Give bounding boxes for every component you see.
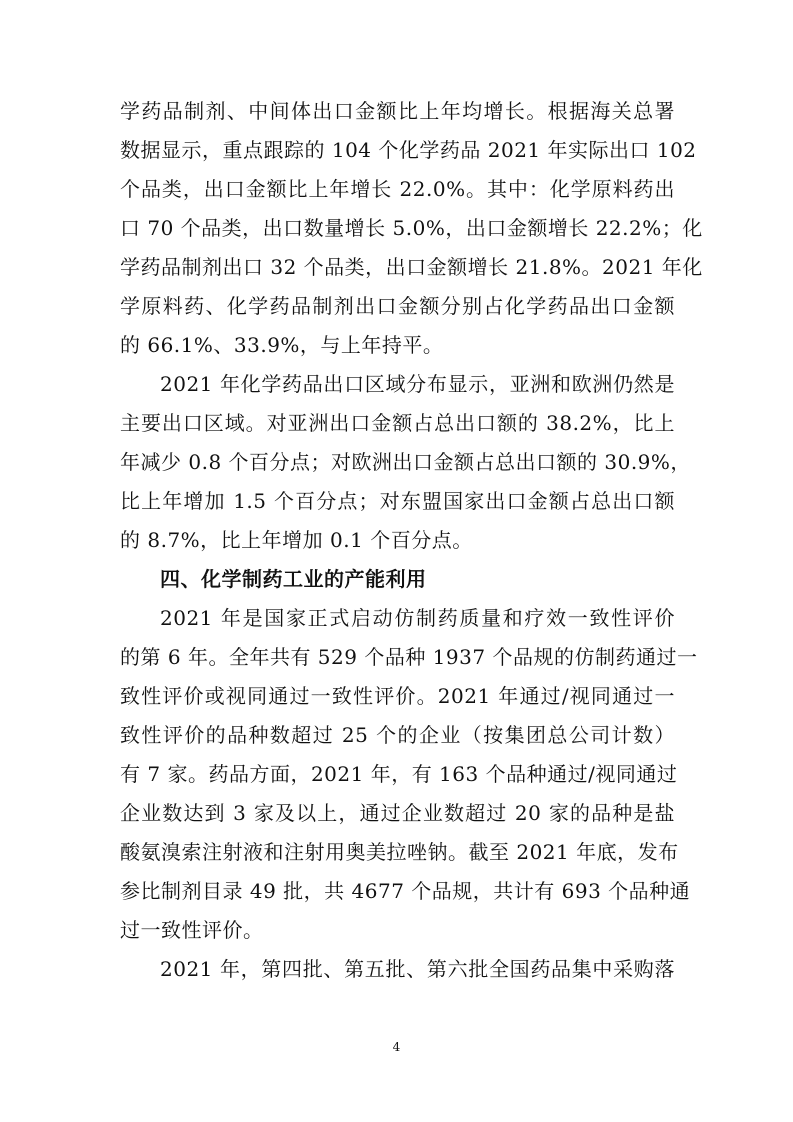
text-line: 年减少 0.8 个百分点；对欧洲出口金额占总出口额的 30.9%， [120, 450, 691, 474]
text-line: 2021 年是国家正式启动仿制药质量和疗效一致性评价 [160, 606, 675, 630]
paragraph-consistency-evaluation [120, 599, 698, 950]
section-heading: 四、化学制药工业的产能利用 [160, 567, 427, 591]
text-line: 企业数达到 3 家及以上，通过企业数超过 20 家的品种是盐 [120, 801, 675, 825]
text-line: 有 7 家。药品方面，2021 年，有 163 个品种通过/视同通过 [120, 762, 678, 786]
text-line: 致性评价或视同通过一致性评价。2021 年通过/视同通过一 [120, 684, 675, 708]
text-line: 的第 6 年。全年共有 529 个品种 1937 个品规的仿制药通过一 [120, 645, 698, 669]
text-line: 2021 年化学药品出口区域分布显示，亚洲和欧洲仍然是 [160, 372, 675, 396]
text-line: 比上年增加 1.5 个百分点；对东盟国家出口金额占总出口额 [120, 489, 675, 513]
document-body [120, 92, 703, 989]
paragraph-export-growth [120, 92, 703, 365]
text-line: 个品类，出口金额比上年增长 22.0%。其中：化学原料药出 [120, 177, 675, 201]
text-line: 主要出口区域。对亚洲出口金额占总出口额的 38.2%，比上 [120, 411, 675, 435]
text-line: 2021 年，第四批、第五批、第六批全国药品集中采购落 [160, 957, 675, 981]
text-line: 致性评价的品种数超过 25 个的企业（按集团总公司计数） [120, 723, 675, 747]
text-line: 数据显示，重点跟踪的 104 个化学药品 2021 年实际出口 102 [120, 138, 697, 162]
text-line: 参比制剂目录 49 批，共 4677 个品规，共计有 693 个品种通 [120, 879, 691, 903]
text-line: 酸氨溴索注射液和注射用奥美拉唑钠。截至 2021 年底，发布 [120, 840, 679, 864]
text-line: 学药品制剂、中间体出口金额比上年均增长。根据海关总署 [120, 99, 675, 123]
paragraph-export-regions [120, 365, 691, 560]
text-line: 学原料药、化学药品制剂出口金额分别占化学药品出口金额 [120, 294, 675, 318]
text-line: 的 8.7%，比上年增加 0.1 个百分点。 [120, 528, 473, 552]
text-line: 过一致性评价。 [120, 918, 264, 942]
paragraph-procurement [120, 950, 675, 989]
text-line: 口 70 个品类，出口数量增长 5.0%，出口金额增长 22.2%；化 [120, 216, 703, 240]
text-line: 的 66.1%、33.9%，与上年持平。 [120, 333, 444, 357]
text-line: 学药品制剂出口 32 个品类，出口金额增长 21.8%。2021 年化 [120, 255, 703, 279]
page-number: 4 [392, 1040, 401, 1054]
